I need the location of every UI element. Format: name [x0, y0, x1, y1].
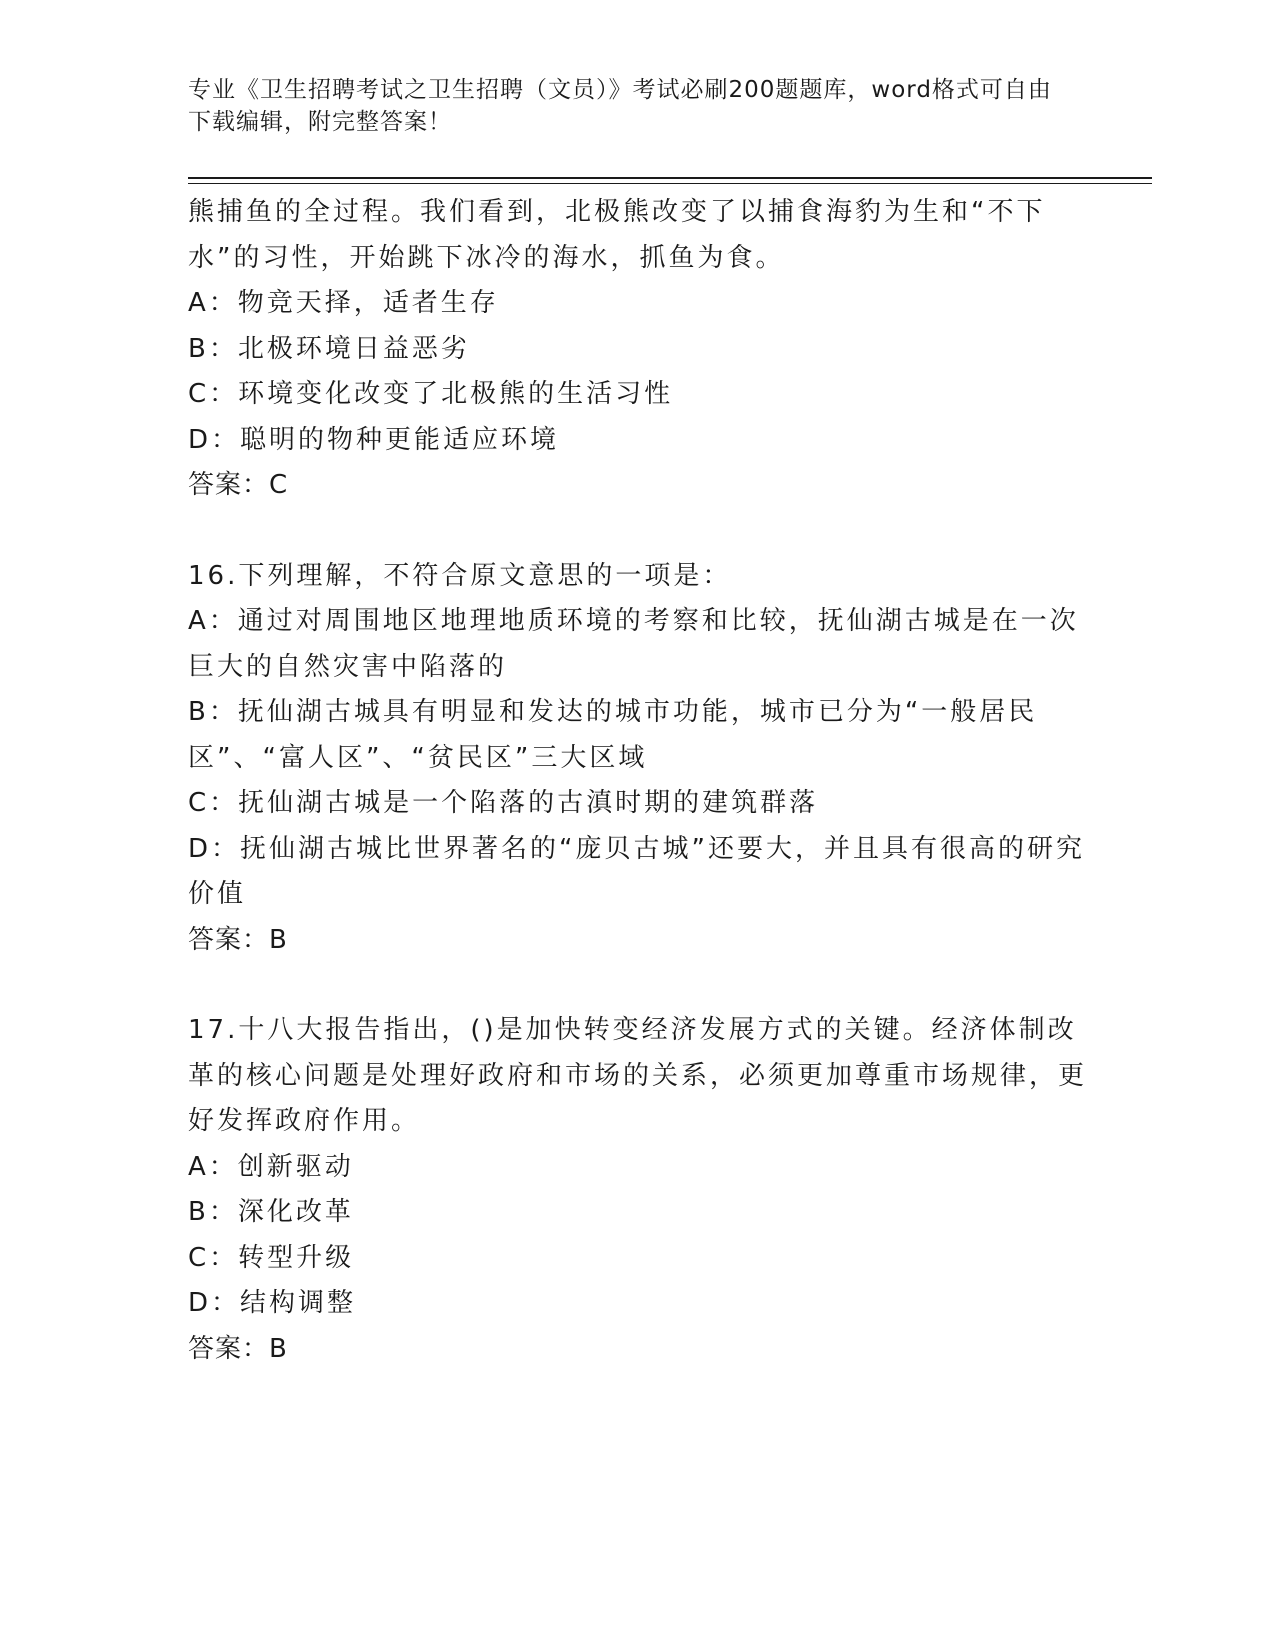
spacer — [188, 509, 1088, 554]
answer: 答案：C — [188, 470, 289, 500]
option-c: C：转型升级 — [188, 1242, 355, 1273]
answer: 答案：B — [188, 924, 288, 955]
header-rule-thin — [188, 183, 1152, 184]
question-content — [188, 190, 1088, 1372]
option-d: D：抚仙湖古城比世界著名的“庞贝古城”还要大，并且具有很高的研究价值 — [188, 833, 1085, 909]
question-stem: 熊捕鱼的全过程。我们看到，北极熊改变了以捕食海豹为生和“不下水”的习性，开始跳下冰冷的海水，抓鱼为食。 — [188, 197, 1046, 273]
header-rule-thick — [188, 177, 1152, 179]
answer: 答案：B — [188, 1333, 288, 1364]
question-stem: 17.十八大报告指出，()是加快转变经济发展方式的关键。经济体制改革的核心问题是处理好政府和市场的关系，必须更加尊重市场规律，更好发挥政府作用。 — [188, 1015, 1088, 1136]
option-c: C：抚仙湖古城是一个陷落的古滇时期的建筑群落 — [188, 788, 819, 818]
question-stem: 16.下列理解，不符合原文意思的一项是： — [188, 560, 732, 591]
question-15 — [188, 190, 1088, 509]
question-16 — [188, 554, 1088, 964]
spacer — [188, 963, 1088, 1008]
option-a: A：创新驱动 — [188, 1151, 354, 1182]
option-a: A：通过对周围地区地理地质环境的考察和比较，抚仙湖古城是在一次巨大的自然灾害中陷落的 — [188, 606, 1079, 682]
option-d: D：结构调整 — [188, 1288, 357, 1318]
option-b: B：北极环境日益恶劣 — [188, 333, 470, 364]
option-b: B：深化改革 — [188, 1197, 354, 1227]
option-c: C：环境变化改变了北极熊的生活习性 — [188, 379, 674, 409]
option-b: B：抚仙湖古城具有明显和发达的城市功能，城市已分为“一般居民区”、“富人区”、“贫民区”三大区域 — [188, 697, 1038, 773]
option-a: A：物竞天择，适者生存 — [188, 288, 499, 318]
question-17 — [188, 1008, 1088, 1372]
option-d: D：聪明的物种更能适应环境 — [188, 424, 560, 455]
document-header: 专业《卫生招聘考试之卫生招聘（文员）》考试必刷200题题库，word格式可自由下载编辑，附完整答案！ — [188, 77, 1052, 135]
